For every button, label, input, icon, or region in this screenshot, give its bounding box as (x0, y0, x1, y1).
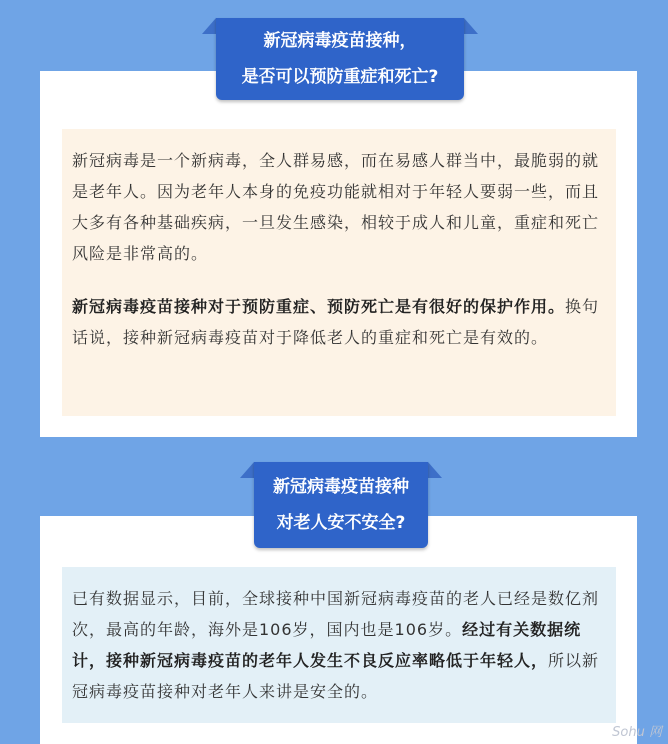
banner-fold-left (202, 18, 216, 34)
watermark: Sohu 网 (612, 725, 662, 740)
section1-title-banner (202, 18, 478, 100)
section1-title-line1: 新冠病毒疫苗接种， (263, 31, 417, 51)
section1-title-line2: 是否可以预防重症和死亡? (241, 67, 439, 87)
section2-title (254, 462, 428, 548)
section1-content (62, 129, 616, 416)
banner-fold-right (464, 18, 478, 34)
banner-fold-left (240, 462, 254, 478)
section2-title-line2: 对老人安不安全? (276, 513, 406, 533)
section2-paragraph (72, 583, 606, 707)
section1-paragraph2-bold: 新冠病毒疫苗接种对于预防重症、预防死亡是有很好的保护作用。 (72, 297, 566, 316)
section2-title-banner (240, 462, 442, 548)
section2-paragraph-normal1: 已有数据显示，目前，全球接种中国新冠病毒疫苗的老人已经是数亿剂次，最高的年龄，海外是106岁，国内也是106岁。 (72, 589, 600, 639)
section2-content (62, 567, 616, 723)
section2-paragraph-normal2: 所以新冠病毒疫苗接种对老年人来讲是安全的。 (72, 651, 600, 701)
section1-title (216, 18, 464, 100)
section2-title-line1: 新冠病毒疫苗接种 (273, 477, 409, 497)
banner-fold-right (428, 462, 442, 478)
section1-paragraph1: 新冠病毒是一个新病毒，全人群易感，而在易感人群当中，最脆弱的就是老年人。因为老年人本身的免疫功能就相对于年轻人要弱一些，而且大多有各种基础疾病，一旦发生感染，相较于成人和儿童，重症和死亡风险是非常高的。 (72, 151, 600, 263)
section1-paragraph2-normal: 换句话说，接种新冠病毒疫苗对于降低老人的重症和死亡是有效的。 (72, 297, 600, 347)
section2-paragraph-bold: 经过有关数据统计，接种新冠病毒疫苗的老年人发生不良反应率略低于年轻人， (72, 620, 582, 670)
section1-paragraph2 (72, 291, 606, 353)
